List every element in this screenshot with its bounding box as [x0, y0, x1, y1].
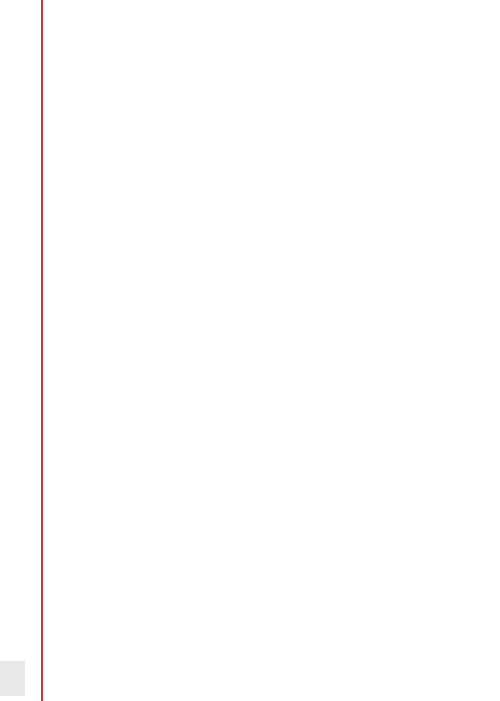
page-number-box — [0, 661, 25, 696]
margin-rule — [41, 0, 43, 701]
sidebar-title — [8, 40, 36, 190]
